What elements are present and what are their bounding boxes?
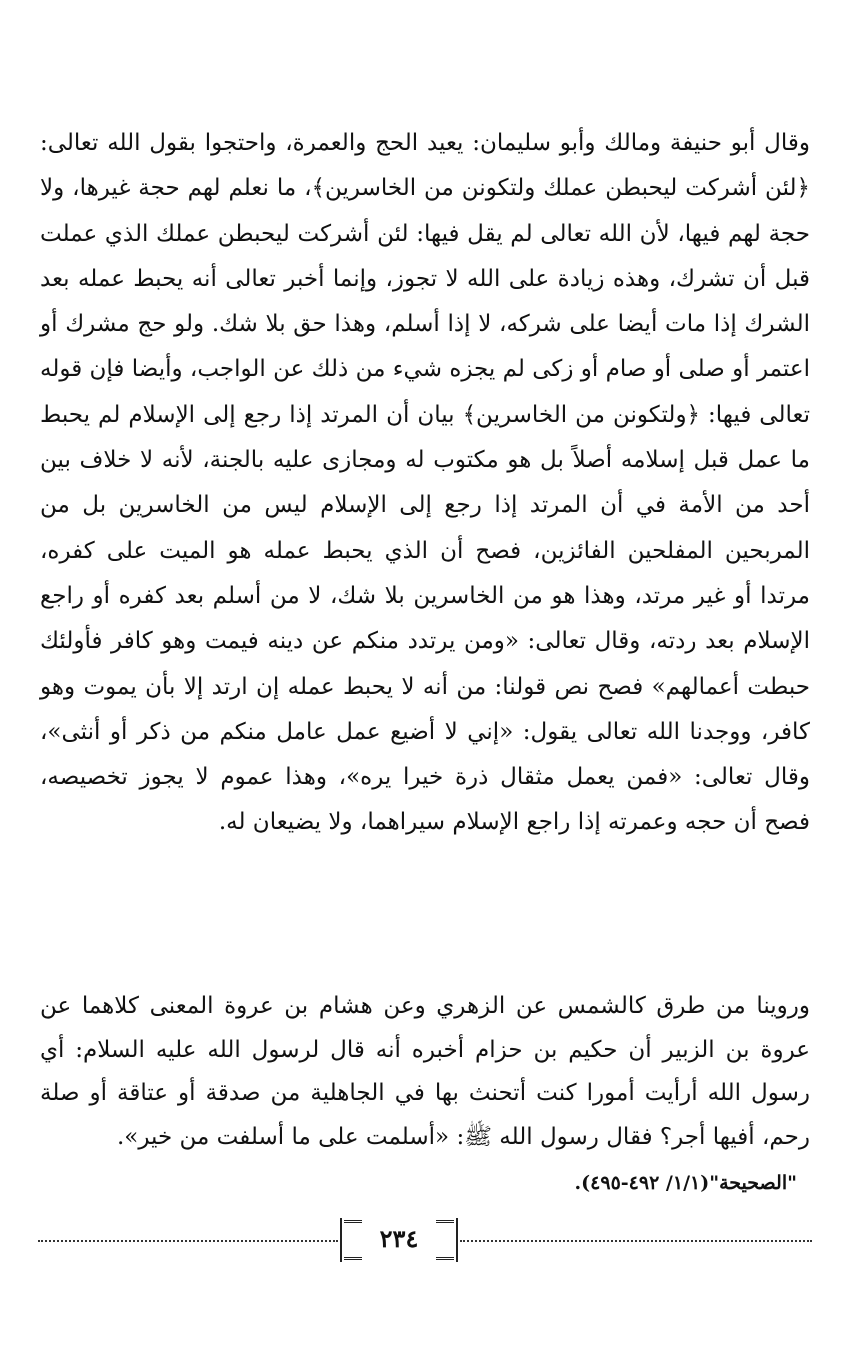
body-paragraph-2: وروينا من طرق كالشمس عن الزهري وعن هشام بن عروة المعنى كلاهما عن عروة بن الزبير أن حكيم بن حزام أخبره أنه قال لرسول الله عليه السلام: أي رسول الله أرأيت أمورا كنت أتحنث بها في الجاهلية من صدقة أو عتاقة أو صلة رحم، أفيها أجر؟ فقال رسول الله ﷺ: «أسلمت على ما أسلفت من خير». xyxy=(40,993,810,1150)
footer-dotted-rule-left xyxy=(38,1240,338,1242)
page-number: ٢٣٤ xyxy=(379,1224,419,1253)
source-reference: "الصحيحة"(١/١/ ٤٩٢-٤٩٥). xyxy=(574,1172,797,1194)
body-paragraph-1: وقال أبو حنيفة ومالك وأبو سليمان: يعيد الحج والعمرة، واحتجوا بقول الله تعالى: ﴿لئن أشركت ليحبطن عملك ولتكونن من الخاسرين﴾، ما نعلم لهم حجة غيرها، ولا حجة لهم فيها، لأن الله تعالى لم يقل فيها: لئن أشركت ليحبطن عملك الذي عملت قبل أن تشرك، وهذه زيادة على الله لا تجوز، وإنما أخبر تعالى أنه يحبط عمله بعد الشرك إذا مات أيضا على شركه، لا إذا أسلم، وهذا حق بلا شك. ولو حج مشرك أو اعتمر أو صلى أو صام أو زكى لم يجزه شيء من ذلك عن الواجب، وأيضا فإن قوله تعالى فيها: ﴿ولتكونن من الخاسرين﴾ بيان أن المرتد إذا رجع إلى الإسلام لم يحبط ما عمل قبل إسلامه أصلاً بل هو مكتوب له ومجازى عليه بالجنة، لأنه لا خلاف بين أحد من الأمة في أن المرتد إذا رجع إلى الإسلام ليس من الخاسرين بل من المربحين المفلحين الفائزين، فصح أن الذي يحبط عمله هو الميت على كفره، مرتدا أو غير مرتد، وهذا هو من الخاسرين بلا شك، لا من أسلم بعد كفره أو راجع الإسلام بعد ردته، وقال تعالى: «ومن يرتدد منكم عن دينه فيمت وهو كافر فأولئك حبطت أعمالهم» فصح نص قولنا: من أنه لا يحبط عمله إن ارتد إلا بأن يموت وهو كافر، ووجدنا الله تعالى يقول: «إني لا أضيع عمل عامل منكم من ذكر أو أنثى»، وقال تعالى: «فمن يعمل مثقال ذرة خيرا يره»، وهذا عموم لا يجوز تخصيصه، فصح أن حجه وعمرته إذا راجع الإسلام سيراهما، ولا يضيعان له. xyxy=(40,130,810,836)
footer-dotted-rule-right xyxy=(460,1240,812,1242)
page-number-ornament-frame xyxy=(340,1218,458,1262)
